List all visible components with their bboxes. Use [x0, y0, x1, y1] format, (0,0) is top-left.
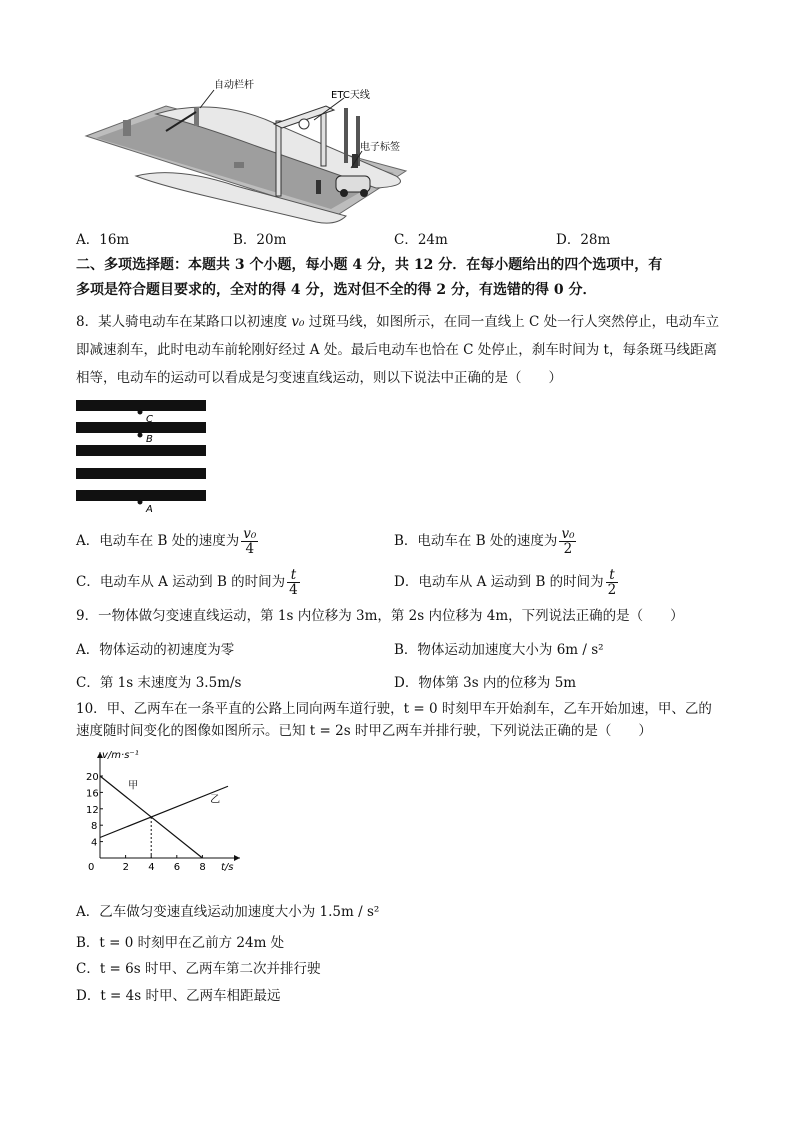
q8-var-v0: v₀ [291, 314, 305, 330]
x-tick-label: 2 [122, 862, 129, 873]
q10-option-c[interactable]: C．t = 6s 时甲、乙两车第二次并排行驶 [76, 961, 321, 977]
label-electronic-tag: 电子标签 [360, 142, 400, 153]
x-tick-label: 4 [148, 862, 155, 873]
q10-stem-line1: 10．甲、乙两车在一条平直的公路上同向两车道行驶，t = 0 时刻甲车开始刹车，乙车开始加速，甲、乙的 [76, 701, 712, 717]
q10-option-b[interactable]: B．t = 0 时刻甲在乙前方 24m 处 [76, 935, 285, 951]
q8-stem-line2: 即减速刹车，此时电动车前轮刚好经过 A 处。最后电动车也恰在 C 处停止，刹车时间为 t，每条斑马线距离 [76, 342, 717, 358]
etc-figure [76, 76, 416, 226]
q10-option-a[interactable]: A．乙车做匀变速直线运动加速度大小为 1.5m / s² [76, 904, 380, 920]
q8-stem-line3: 相等，电动车的运动可以看成是匀变速直线运动，则以下说法中正确的是（ ） [76, 370, 562, 386]
y-tick-label: 20 [86, 772, 99, 783]
q9-option-b[interactable]: B．物体运动加速度大小为 6m / s² [394, 642, 604, 658]
y-tick-label: 12 [86, 804, 99, 816]
x-axis-arrow [234, 855, 240, 861]
vt-chart [76, 746, 246, 878]
q7-option-d[interactable]: D．28m [556, 232, 611, 248]
q9-option-a[interactable]: A．物体运动的初速度为零 [76, 642, 235, 658]
q7-option-b[interactable]: B．20m [233, 232, 287, 248]
x-tick-label: 6 [173, 862, 181, 873]
section2-heading-line1: 二、多项选择题：本题共 3 个小题，每小题 4 分，共 12 分．在每小题给出的四个选项中，有 [76, 257, 663, 273]
series-line-yi [100, 786, 228, 837]
x-tick-label: 8 [199, 862, 206, 873]
label-barrier: 自动栏杆 [214, 80, 254, 91]
chart-axes [97, 752, 240, 861]
q8-option-d[interactable]: D．电动车从 A 运动到 B 的时间为 $\frac{t}{2}$ [394, 567, 617, 598]
q8-option-a[interactable]: A．电动车在 B 处的速度为 $\frac{\text{v₀}}{4}$ [76, 526, 257, 557]
q9-option-c[interactable]: C．第 1s 末速度为 3.5m/s [76, 675, 242, 691]
label-etc-antenna: ETC天线 [331, 90, 370, 101]
y-tick-label: 16 [86, 788, 99, 800]
x-tick-label: 0 [88, 862, 95, 873]
chart-x-axis-label: t/s [221, 862, 234, 873]
q9-stem: 9．一物体做匀变速直线运动，第 1s 内位移为 3m，第 2s 内位移为 4m，下列说法正确的是（ ） [76, 608, 684, 624]
q9-option-d[interactable]: D．物体第 3s 内的位移为 5m [394, 675, 577, 691]
q8-stem-line1: 8．某人骑电动车在某路口以初速度 v₀ 过斑马线，如图所示，在同一直线上 C 处一行人突然停止，电动车立 [76, 314, 720, 330]
zebra-crossing-figure [76, 398, 211, 514]
point-b-label: B [146, 434, 153, 445]
q7-option-c[interactable]: C．24m [394, 232, 448, 248]
y-tick-label: 4 [91, 837, 98, 849]
q8-option-c[interactable]: C．电动车从 A 运动到 B 的时间为 $\frac{t}{4}$ [76, 567, 298, 598]
point-c-label: C [146, 414, 153, 425]
section2-heading-line2: 多项是符合题目要求的，全对的得 4 分，选对但不全的得 2 分，有选错的得 0 分． [76, 282, 597, 298]
q8-option-b[interactable]: B．电动车在 B 处的速度为 $\frac{\text{v₀}}{2}$ [394, 526, 575, 557]
series-label-jia: 甲 [128, 780, 139, 792]
q10-option-d[interactable]: D．t = 4s 时甲、乙两车相距最远 [76, 988, 281, 1004]
y-tick-label: 8 [91, 821, 98, 833]
series-label-yi: 乙 [210, 794, 221, 806]
chart-series-group [100, 776, 228, 858]
q7-option-a[interactable]: A．16m [76, 232, 130, 248]
point-a-label: A [146, 504, 153, 514]
chart-y-axis-label: v/m·s⁻¹ [102, 750, 139, 761]
q10-stem-line2: 速度随时间变化的图像如图所示。已知 t = 2s 时甲乙两车并排行驶，下列说法正确的是（ ） [76, 723, 652, 739]
